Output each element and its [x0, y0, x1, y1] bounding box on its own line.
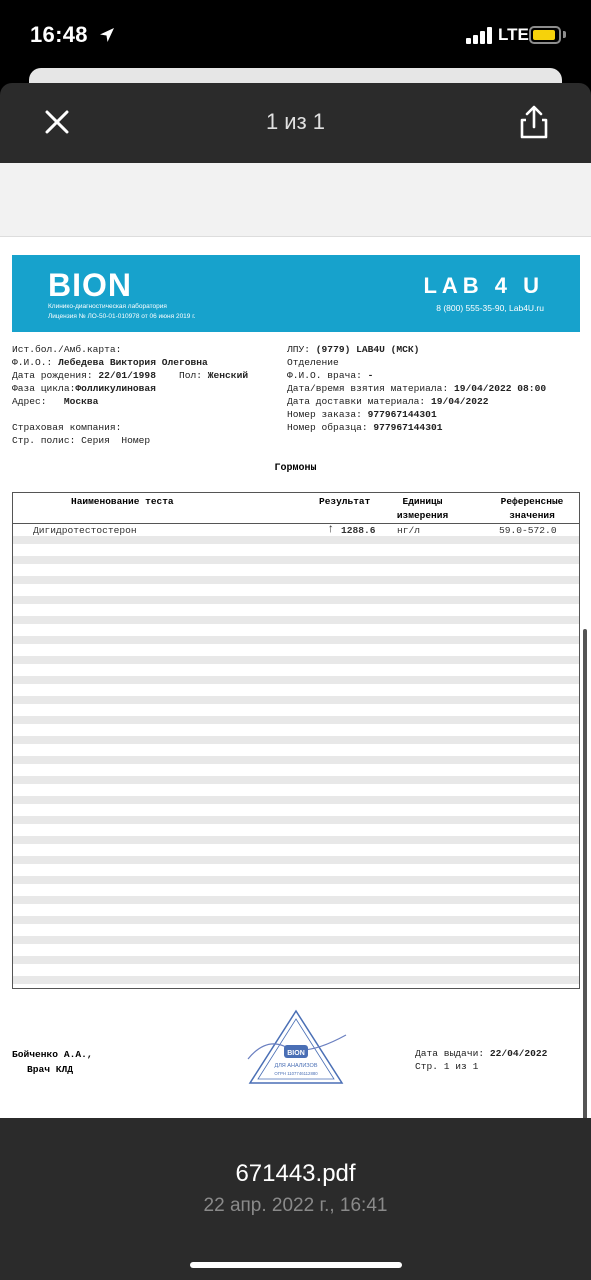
insurance-company-label: Страховая компания: [12, 422, 122, 433]
file-name: 671443.pdf [235, 1160, 356, 1187]
page-counter: 1 из 1 [265, 109, 326, 134]
cellular-signal-icon [466, 27, 494, 44]
header-units [380, 495, 465, 523]
stamp-caption: ДЛЯ АНАЛИЗОВ [274, 1063, 318, 1069]
doctor-label: Ф.И.О. врача: [287, 370, 362, 381]
file-footer [0, 1118, 591, 1280]
lab-banner [12, 255, 580, 332]
pdf-page [0, 236, 591, 1128]
dob-label: Дата рождения: [12, 370, 93, 381]
table-body [13, 524, 579, 989]
issue-date: 22/04/2022 [489, 1048, 548, 1059]
taken-value: 19/04/2022 08:00 [453, 383, 547, 394]
order-number-label: Номер заказа: [287, 409, 362, 420]
signer [12, 1047, 93, 1077]
signer-role: Врач КЛД [27, 1064, 74, 1075]
department-label: Отделение [287, 357, 339, 368]
bion-license: Лицензия № ЛО-50-01-010978 от 06 июня 2019 г. [48, 313, 196, 320]
bion-subtitle: Клинико-диагностическая лаборатория [48, 303, 167, 310]
header-units-line1: Единицы [402, 496, 443, 507]
delivered-label: Дата доставки материала: [287, 396, 426, 407]
stamp-brand: BION [287, 1050, 305, 1057]
page-info: Стр. 1 из 1 [415, 1061, 479, 1072]
lab4u-logo [423, 273, 544, 313]
header-result: Результат [319, 496, 371, 507]
high-flag-icon: ↑ [327, 522, 335, 536]
location-arrow-icon [98, 26, 116, 44]
doctor-value: - [367, 370, 374, 381]
lpu-label: ЛПУ: [287, 344, 311, 355]
document-viewer[interactable] [0, 163, 591, 1118]
battery-tip [563, 31, 566, 38]
lab4u-contacts: 8 (800) 555-35-90, Lab4U.ru [436, 303, 544, 313]
signer-name: Бойченко А.А., [12, 1049, 93, 1060]
battery-icon [529, 26, 561, 44]
file-date: 22 апр. 2022 г., 16:41 [203, 1195, 388, 1216]
patient-info [12, 343, 248, 408]
bion-wordmark: BION [48, 267, 132, 303]
patient-name: Лебедева Виктория Олеговна [58, 357, 208, 368]
order-info [287, 343, 546, 434]
bion-logo [48, 269, 196, 321]
stamp-ogrn: ОГРН 1107746112880 [274, 1071, 318, 1076]
row-result: 1288.6 [341, 525, 376, 536]
header-units-line2: измерения [396, 510, 449, 521]
status-bar [0, 0, 591, 70]
patient-dob: 22/01/1998 [98, 370, 156, 381]
insurance-info [12, 421, 150, 447]
header-test-name: Наименование теста [71, 496, 174, 507]
header-ref-line2: значения [509, 510, 555, 521]
phase-label: Фаза цикла: [12, 383, 76, 394]
header-reference [487, 495, 577, 523]
patient-address: Москва [63, 396, 99, 407]
address-label: Адрес: [12, 396, 47, 407]
share-icon[interactable] [516, 103, 552, 141]
row-test-name: Дигидротестостерон [33, 525, 137, 536]
lpu-value: (9779) LAB4U (МСК) [315, 344, 420, 355]
section-title: Гормоны [274, 463, 317, 474]
viewer-header [0, 83, 591, 163]
order-number: 977967144301 [367, 409, 437, 420]
sample-number: 977967144301 [373, 422, 443, 433]
issue-info [415, 1047, 547, 1073]
home-indicator[interactable] [190, 1262, 402, 1268]
header-ref-line1: Референсные [500, 496, 564, 507]
results-table [12, 492, 580, 989]
card-label: Ист.бол./Амб.карта: [12, 344, 122, 355]
patient-sex: Женский [207, 370, 249, 381]
row-units: нг/л [397, 525, 421, 536]
sample-number-label: Номер образца: [287, 422, 368, 433]
cycle-phase: Фолликулиновая [75, 383, 156, 394]
status-time: 16:48 [30, 22, 88, 47]
row-reference: 59.0-572.0 [499, 525, 557, 536]
lab4u-wordmark: LAB 4 U [423, 273, 544, 298]
delivered-value: 19/04/2022 [430, 396, 489, 407]
issue-date-label: Дата выдачи: [415, 1048, 485, 1059]
taken-label: Дата/время взятия материала: [287, 383, 449, 394]
sex-label: Пол: [178, 370, 203, 381]
lab-stamp-icon [246, 1007, 356, 1087]
name-label: Ф.И.О.: [12, 357, 53, 368]
insurance-policy-label: Стр. полис: Серия Номер [12, 435, 151, 446]
network-type: LTE [498, 25, 529, 44]
